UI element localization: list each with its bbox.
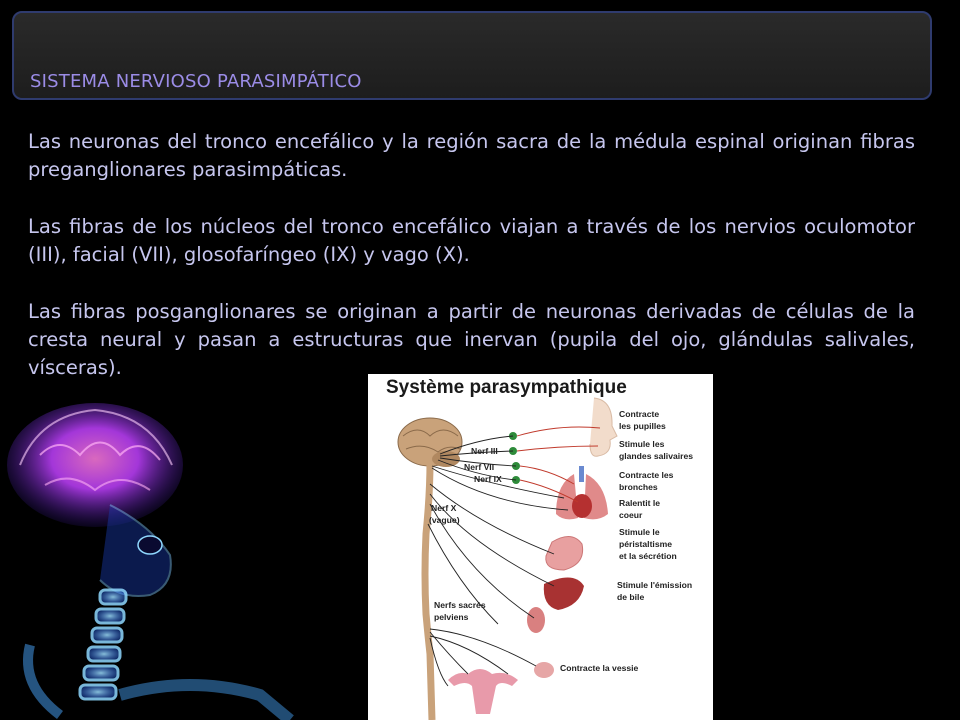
label-nerf-iii: Nerf III: [471, 446, 498, 456]
effect-peristalsis-line2: péristaltisme: [619, 539, 673, 549]
spinal-cord: [425, 462, 432, 720]
label-nerfs-sacres: Nerfs sacrés: [434, 600, 486, 610]
paragraph-1: Las neuronas del tronco encefálico y la región sacra de la médula espinal originan fibras preganglionares parasimpáticas.: [28, 130, 915, 181]
effect-peristalsis-line1: Stimule le: [619, 527, 660, 537]
effect-bile-line2: de bile: [617, 592, 645, 602]
parasympathetic-diagram: [368, 374, 713, 720]
body-text: [28, 128, 915, 411]
uterus-icon: [448, 669, 518, 714]
effect-heart-line1: Ralentit le: [619, 498, 661, 508]
label-vague: (vague): [429, 515, 460, 525]
ganglia: [509, 432, 520, 484]
diagram-title: Système parasympathique: [386, 377, 627, 398]
title-bar: [12, 11, 932, 100]
label-nerf-ix: Nerf IX: [474, 474, 502, 484]
lungs-icon: [556, 466, 608, 519]
effect-bladder: Contracte la vessie: [560, 663, 639, 673]
effect-heart-line2: coeur: [619, 510, 643, 520]
paragraph-3: Las fibras posganglionares se originan a partir de neuronas derivadas de células de la cresta neural y pasan a estructuras que inervan (pupila del ojo, glándulas salivales, vísceras).: [28, 300, 915, 379]
effect-peristalsis-line3: et la sécrétion: [619, 551, 677, 561]
effect-pupils-line2: les pupilles: [619, 421, 666, 431]
effect-salivary-line1: Stimule les: [619, 439, 665, 449]
effect-bronchi-line1: Contracte les: [619, 470, 674, 480]
label-nerf-vii: Nerf VII: [464, 462, 495, 472]
label-nerf-x: Nerf X: [431, 503, 457, 513]
effect-bile-line1: Stimule l'émission: [617, 580, 693, 590]
bladder-icon: [534, 662, 554, 678]
effect-salivary-line2: glandes salivaires: [619, 451, 694, 461]
brain-skeleton-illustration: [0, 395, 300, 720]
intestine-icon: [527, 607, 545, 633]
label-pelviens: pelviens: [434, 612, 469, 622]
paragraph-2: Las fibras de los núcleos del tronco encefálico viajan a través de los nervios oculomotor (III), facial (VII), glosofaríngeo (IX) y vago (X).: [28, 215, 915, 266]
slide-title: SISTEMA NERVIOSO PARASIMPÁTICO: [30, 71, 362, 92]
effect-bronchi-line2: bronches: [619, 482, 658, 492]
liver-icon: [544, 577, 584, 610]
effect-pupils-line1: Contracte: [619, 409, 660, 419]
